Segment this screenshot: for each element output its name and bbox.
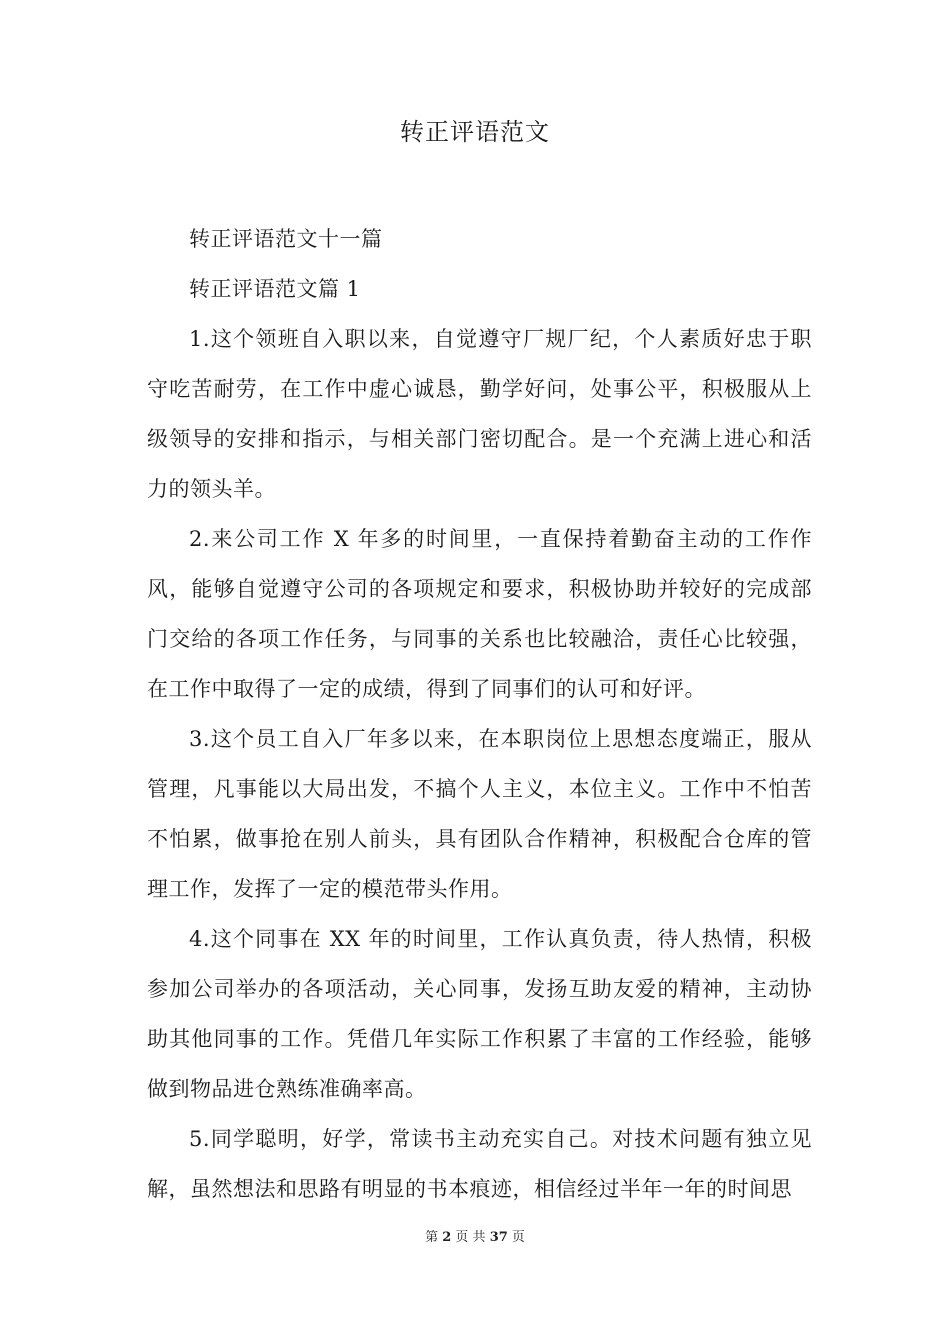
body-paragraph-4: 4.这个同事在 XX 年的时间里，工作认真负责，待人热情，积极参加公司举办的各项活动，关心同事，发扬互助友爱的精神，主动协助其他同事的工作。凭借几年实际工作积累了丰富的工作经验，能够做到物品进仓熟练准确率高。	[147, 927, 812, 1101]
footer-total-pages: 37	[489, 1230, 508, 1245]
footer-prefix: 第	[425, 1230, 439, 1245]
section-heading-paragraph: 转正评语范文篇 1	[189, 277, 361, 301]
footer-suffix: 页	[511, 1230, 525, 1245]
page-footer	[0, 1226, 950, 1250]
footer-page-number: 2	[442, 1230, 452, 1245]
document-title: 转正评语范文	[400, 118, 550, 146]
body-paragraph-3: 3.这个员工自入厂年多以来，在本职岗位上思想态度端正，服从管理，凡事能以大局出发，不搞个人主义，本位主义。工作中不怕苦不怕累，做事抢在别人前头，具有团队合作精神，积极配合仓库的管理工作，发挥了一定的模范带头作用。	[147, 727, 812, 901]
body-paragraph-5: 5.同学聪明，好学，常读书主动充实自己。对技术问题有独立见解，虽然想法和思路有明显的书本痕迹，相信经过半年一年的时间思	[147, 1127, 812, 1201]
subtitle-paragraph: 转正评语范文十一篇	[189, 227, 383, 251]
body-paragraph-2: 2.来公司工作 X 年多的时间里，一直保持着勤奋主动的工作作风，能够自觉遵守公司的各项规定和要求，积极协助并较好的完成部门交给的各项工作任务，与同事的关系也比较融洽，责任心比较强，在工作中取得了一定的成绩，得到了同事们的认可和好评。	[147, 527, 812, 701]
body-paragraph-1: 1.这个领班自入职以来，自觉遵守厂规厂纪，个人素质好忠于职守吃苦耐劳，在工作中虚心诚恳，勤学好问，处事公平，积极服从上级领导的安排和指示，与相关部门密切配合。是一个充满上进心和活力的领头羊。	[147, 327, 812, 501]
footer-middle: 页 共	[455, 1230, 486, 1245]
document-body	[147, 214, 812, 1214]
